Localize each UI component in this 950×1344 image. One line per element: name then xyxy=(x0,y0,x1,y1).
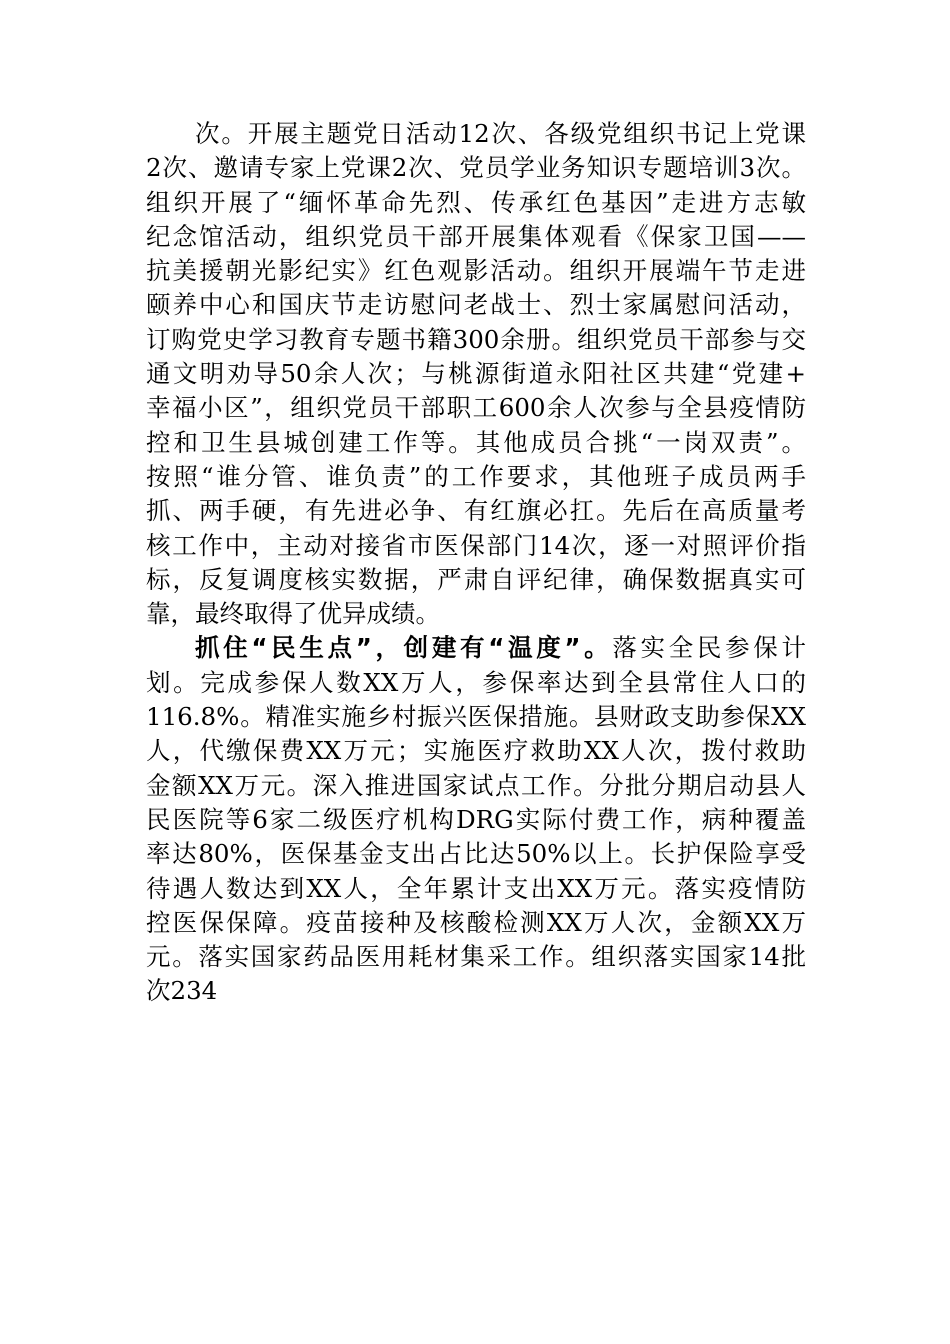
text-line: 元。落实国家药品医用耗材集采工作。组织落实国家14批 xyxy=(146,942,806,972)
text-line: 划。完成参保人数XX万人，参保率达到全县常住人口的 xyxy=(146,667,806,697)
text-line: 2次、邀请专家上党课2次、党员学业务知识专题培训3次。 xyxy=(146,153,806,183)
text-line: 控医保保障。疫苗接种及核酸检测XX万人次，金额XX万 xyxy=(146,907,806,937)
section-heading: 抓住“民生点”，创建有“温度”。 xyxy=(195,633,613,663)
text-line: 金额XX万元。深入推进国家试点工作。分批分期启动县人 xyxy=(146,770,806,800)
text-line: 靠，最终取得了优异成绩。 xyxy=(146,599,440,629)
text-line: 抗美援朝光影纪实》红色观影活动。组织开展端午节走进 xyxy=(146,256,806,286)
text-run: 落实全民参保计 xyxy=(612,633,806,663)
text-line: 抓、两手硬，有先进必争、有红旗必扛。先后在高质量考 xyxy=(146,496,806,526)
text-line: 按照“谁分管、谁负责”的工作要求，其他班子成员两手 xyxy=(146,461,806,491)
text-line: 组织开展了“缅怀革命先烈、传承红色基因”走进方志敏 xyxy=(146,187,806,217)
text-line: 幸福小区”，组织党员干部职工600余人次参与全县疫情防 xyxy=(146,393,806,423)
text-line: 控和卫生县城创建工作等。其他成员合挑“一岗双责”。 xyxy=(146,427,806,457)
text-line: 人，代缴保费XX万元；实施医疗救助XX人次，拨付救助 xyxy=(146,736,806,766)
paragraph-party-building xyxy=(146,117,806,631)
text-line: 次。开展主题党日活动12次、各级党组织书记上党课 xyxy=(195,119,806,148)
text-line: 次234 xyxy=(146,976,218,1006)
text-line: 通文明劝导50余人次；与桃源街道永阳社区共建“党建+ xyxy=(146,359,806,389)
text-line: 116.8%。精准实施乡村振兴医保措施。县财政支助参保XX xyxy=(146,702,806,732)
text-line: 核工作中，主动对接省市医保部门14次，逐一对照评价指 xyxy=(146,530,806,560)
paragraph-livelihood xyxy=(146,631,806,1008)
document-body xyxy=(146,117,806,1009)
text-line: 订购党史学习教育专题书籍300余册。组织党员干部参与交 xyxy=(146,324,806,354)
text-line: 民医院等6家二级医疗机构DRG实际付费工作，病种覆盖 xyxy=(146,804,806,834)
text-line xyxy=(146,631,806,665)
text-line: 颐养中心和国庆节走访慰问老战士、烈士家属慰问活动， xyxy=(146,290,806,320)
text-line: 率达80%，医保基金支出占比达50%以上。长护保险享受 xyxy=(146,839,806,869)
text-line: 标，反复调度核实数据，严肃自评纪律，确保数据真实可 xyxy=(146,564,806,594)
text-line: 待遇人数达到XX人，全年累计支出XX万元。落实疫情防 xyxy=(146,873,806,903)
text-line: 纪念馆活动，组织党员干部开展集体观看《保家卫国—— xyxy=(146,221,806,251)
